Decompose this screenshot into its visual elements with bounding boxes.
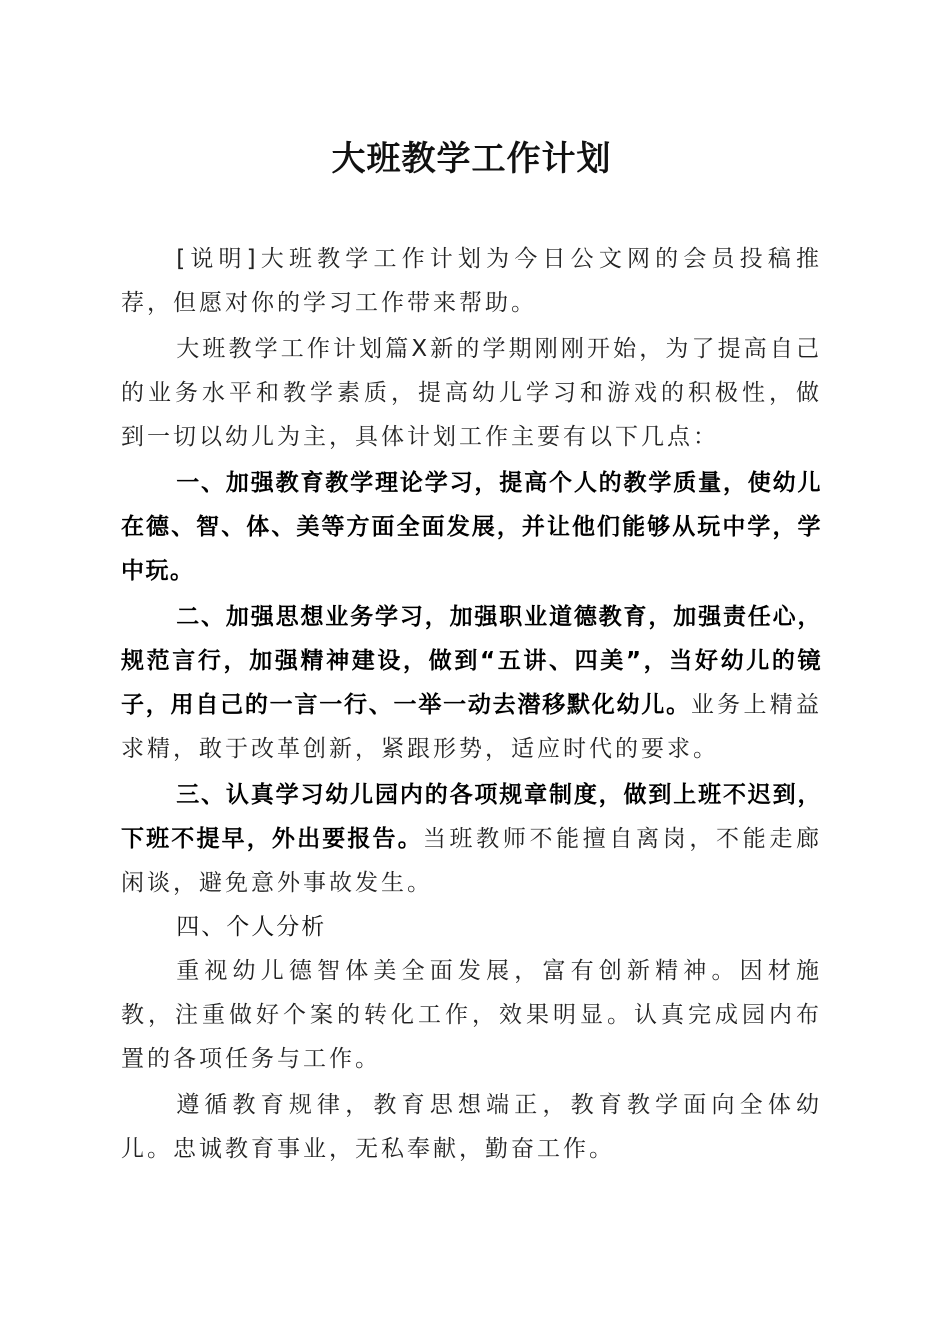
opening-paragraph: 大班教学工作计划篇X新的学期刚刚开始，为了提高自己的业务水平和教学素质，提高幼儿学习和游戏的积极性，做到一切以幼儿为主，具体计划工作主要有以下几点：: [121, 336, 822, 450]
analysis-paragraph-one: 重视幼儿德智体美全面发展，富有创新精神。因材施教，注重做好个案的转化工作，效果明显。认真完成园内布置的各项任务与工作。: [121, 958, 822, 1072]
document-title: 大班教学工作计划: [331, 139, 612, 179]
item-two-bold-text: 二、加强思想业务学习，加强职业道德教育，加强责任心，规范言行，加强精神建设，做到“五讲、四美”，当好幼儿的镜子，用自己的一言一行、一举一动去潜移默化幼儿。: [121, 604, 822, 718]
item-two-plain-text: 业务上精益求精，敢于改革创新，紧跟形势，适应时代的要求。: [121, 692, 823, 762]
item-three-paragraph: [121, 773, 822, 905]
item-three-bold-text: 三、认真学习幼儿园内的各项规章制度，做到上班不迟到，下班不提早，外出要报告。: [121, 782, 822, 852]
item-one-paragraph: 一、加强教育教学理论学习，提高个人的教学质量，使幼儿在德、智、体、美等方面全面发展，并让他们能够从玩中学，学中玩。: [121, 470, 822, 584]
analysis-paragraph-two: 遵循教育规律，教育思想端正，教育教学面向全体幼儿。忠诚教育事业，无私奉献，勤奋工作。: [121, 1092, 822, 1162]
intro-paragraph: [说明]大班教学工作计划为今日公文网的会员投稿推荐，但愿对你的学习工作带来帮助。: [121, 246, 822, 316]
item-three-plain-text: 当班教师不能擅自离岗，不能走廊闲谈，避免意外事故发生。: [121, 826, 823, 896]
item-four-heading: 四、个人分析: [176, 914, 327, 940]
item-two-paragraph: [121, 595, 822, 771]
